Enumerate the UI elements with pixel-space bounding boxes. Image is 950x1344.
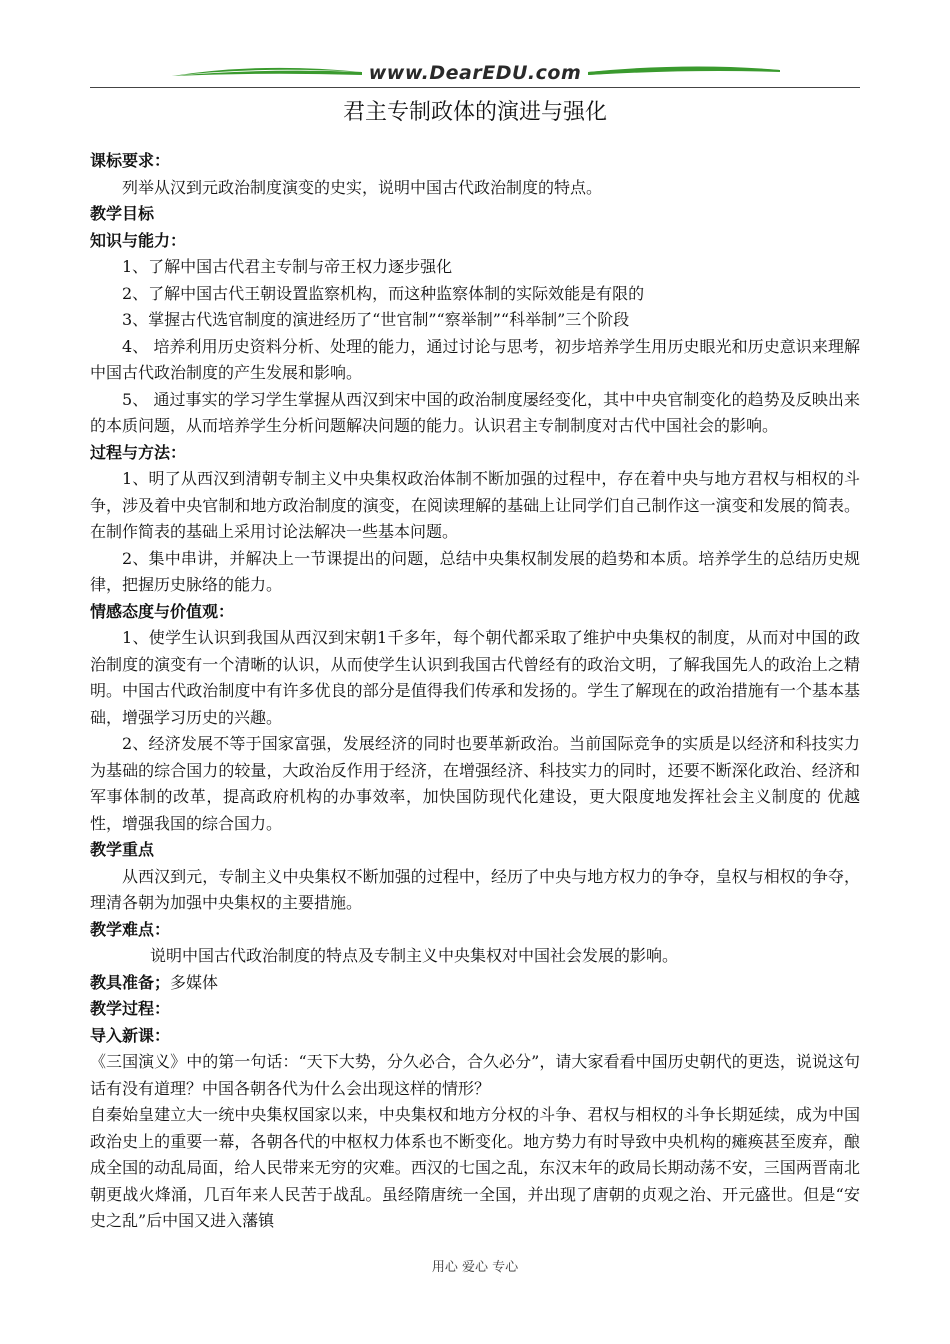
key-text: 从西汉到元，专制主义中央集权不断加强的过程中，经历了中央与地方权力的争夺，皇权与相权的争夺，理清各朝为加强中央集权的主要措施。 [90, 866, 860, 912]
curriculum-text: 列举从汉到元政治制度演变的史实，说明中国古代政治制度的特点。 [122, 177, 603, 197]
emotion-heading: 情感态度与价值观： [90, 601, 235, 621]
curriculum-heading: 课标要求： [90, 151, 171, 170]
process-heading: 过程与方法： [90, 442, 187, 462]
tools-text: 多媒体 [170, 972, 219, 992]
goals-heading: 教学目标 [90, 204, 155, 223]
knowledge-item: 3、掌握古代选官制度的演进经历了“世官制”“察举制”“科举制”三个阶段 [122, 310, 630, 329]
knowledge-item: 2、了解中国古代王朝设置监察机构，而这种监察体制的实际效能是有限的 [122, 283, 645, 303]
emotion-item: 2、经济发展不等于国家富强，发展经济的同时也要革新政治。当前国际竞争的实质是以经济和科技实力为基础的综合国力的较量，大政治反作用于经济，在增强经济、科技实力的同时，还要不断深化政治、经济和军事体制的改革，提高政府机构的办事效率，加快国防现代化建设，更大限度地发挥社会主义制度的 优越性，增强我国的综合国力。 [90, 734, 860, 833]
intro-paragraph: 《三国演义》中的第一句话：“天下大势，分久必合，合久必分”，请大家看看中国历史朝代的更迭，说说这句话有没有道理？中国各朝各代为什么会出现这样的情形？ [90, 1052, 860, 1098]
knowledge-item: 5、 通过事实的学习学生掌握从西汉到宋中国的政治制度屡经变化，其中中央官制变化的趋势及反映出来的本质问题，从而培养学生分析问题解决问题的能力。认识君主专制制度对古代中国社会的影响。 [90, 389, 860, 435]
page-title: 君主专制政体的演进与强化 [342, 100, 607, 125]
document-body [90, 148, 860, 1235]
key-heading: 教学重点 [90, 840, 155, 859]
tools-heading: 教具准备； [90, 972, 171, 992]
header-rule [90, 87, 860, 88]
process-item: 1、明了从西汉到清朝专制主义中央集权政治体制不断加强的过程中，存在着中央与地方君权与相权的斗争，涉及着中央官制和地方政治制度的演变，在阅读理解的基础上让同学们自己制作这一演变和发展的简表。在制作简表的基础上采用讨论法解决一些基本问题。 [90, 469, 860, 541]
page-footer: 用心 爱心 专心 [431, 1260, 519, 1275]
emotion-item: 1、使学生认识到我国从西汉到宋朝1千多年，每个朝代都采取了维护中央集权的制度，从而对中国的政治制度的演变有一个清晰的认识，从而使学生认识到我国古代曾经有的政治文明，了解我国先人的政治上之精明。中国古代政治制度中有许多优良的部分是值得我们传承和发扬的。学生了解现在的政治措施有一个基本基础，增强学习历史的兴趣。 [90, 628, 860, 727]
knowledge-item: 1、了解中国古代君主专制与帝王权力逐步强化 [122, 257, 453, 276]
knowledge-heading: 知识与能力： [90, 230, 187, 250]
difficulty-text: 说明中国古代政治制度的特点及专制主义中央集权对中国社会发展的影响。 [150, 946, 679, 965]
process2-heading: 教学过程： [90, 999, 171, 1018]
intro-paragraph: 自秦始皇建立大一统中央集权国家以来，中央集权和地方分权的斗争、君权与相权的斗争长期延续，成为中国政治史上的重要一幕，各朝各代的中枢权力体系也不断变化。地方势力有时导致中央机构的瘫痪甚至废弃，酿成全国的动乱局面，给人民带来无穷的灾难。西汉的七国之乱，东汉末年的政局长期动荡不安，三国两晋南北朝更战火烽涌，几百年来人民苦于战乱。虽经隋唐统一全国，并出现了唐朝的贞观之治、开元盛世。但是“安史之乱”后中国又进入藩镇 [90, 1105, 860, 1230]
site-url[interactable]: www.DearEDU.com [368, 62, 582, 84]
difficulty-heading: 教学难点： [90, 919, 171, 939]
tools-line [90, 970, 860, 997]
process-item: 2、集中串讲，并解决上一节课提出的问题，总结中央集权制发展的趋势和本质。培养学生的总结历史规律，把握历史脉络的能力。 [90, 548, 860, 594]
knowledge-item: 4、 培养利用历史资料分析、处理的能力，通过讨论与思考，初步培养学生用历史眼光和历史意识来理解中国古代政治制度的产生发展和影响。 [90, 336, 860, 382]
intro-heading: 导入新课： [90, 1025, 171, 1045]
